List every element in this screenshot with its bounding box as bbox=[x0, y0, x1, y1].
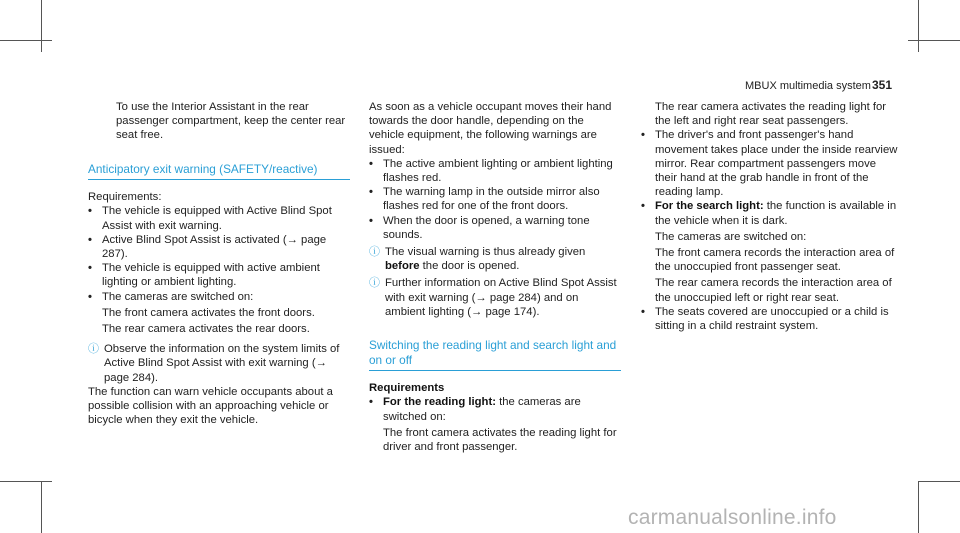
intro-paragraph: As soon as a vehicle occupant moves their hand towards the door handle, depending on the vehicle equipment, the following warnings are issued: bbox=[369, 101, 612, 156]
list-item-part: the function is available in the vehicle when it is dark. bbox=[655, 200, 897, 227]
requirements-list bbox=[369, 395, 621, 454]
list-item-text: • The vehicle is equipped with active ambient lighting or ambient lighting. bbox=[102, 262, 320, 289]
list-item-bold: For the reading light: bbox=[383, 396, 496, 409]
crop-mark bbox=[918, 481, 960, 482]
list-item bbox=[369, 214, 621, 242]
list-item-text: • The vehicle is equipped with Active Blind Spot Assist with exit warning. bbox=[102, 205, 332, 232]
list-item-part: the cameras are switched on: bbox=[383, 396, 581, 423]
note-text: Observe the information on the system limits of Active Blind Spot Assist with exit warning (→ page 284). bbox=[104, 343, 340, 384]
list-item-text bbox=[383, 395, 621, 423]
section-heading: Anticipatory exit warning (SAFETY/reactive) bbox=[88, 162, 350, 181]
list-item bbox=[88, 290, 350, 337]
list-item-subtext: The rear camera records the interaction area of the unoccupied left or right rear seat. bbox=[655, 277, 892, 304]
list-item bbox=[641, 199, 899, 304]
requirements-label: Requirements: bbox=[88, 191, 162, 204]
list-item bbox=[369, 185, 621, 213]
list-item bbox=[88, 261, 350, 289]
crop-mark bbox=[0, 40, 52, 41]
list-item-text: • The cameras are switched on: bbox=[102, 290, 254, 303]
running-header-title: MBUX multimedia system bbox=[745, 80, 871, 92]
list-item-subtext: The front camera activates the front doors. bbox=[102, 306, 315, 319]
note bbox=[369, 276, 621, 319]
list-item bbox=[88, 233, 350, 261]
crop-mark bbox=[41, 0, 42, 52]
list-item bbox=[641, 305, 899, 333]
list-item-subtext: The front camera records the interaction area of the unoccupied front passenger seat. bbox=[655, 247, 895, 274]
list-item-text: • The seats covered are unoccupied or a child is sitting in a child restraint system. bbox=[655, 305, 889, 333]
info-icon: ⓘ bbox=[369, 246, 380, 259]
list-item-text: • The driver's and front passenger's hand movement takes place under the inside rearview mirror. Rear compartment passengers move their hand at the grab handle in front of the reading lamp. bbox=[655, 129, 898, 199]
content-list bbox=[641, 128, 899, 333]
section-heading: Switching the reading light and search light and on or off bbox=[369, 338, 621, 371]
list-item-text: • The active ambient lighting or ambient lighting flashes red. bbox=[383, 157, 613, 185]
list-item-text: • When the door is opened, a warning tone sounds. bbox=[383, 214, 590, 241]
crop-mark bbox=[908, 40, 960, 41]
crop-mark bbox=[918, 481, 919, 533]
watermark: carmanualsonline.info bbox=[628, 506, 837, 529]
intro-paragraph: The rear camera activates the reading light for the left and right rear seat passengers. bbox=[655, 101, 887, 128]
list-item-subtext: The cameras are switched on: bbox=[655, 230, 807, 243]
info-icon: ⓘ bbox=[88, 343, 99, 356]
requirements-label: Requirements bbox=[369, 382, 445, 395]
note-text-part: the door is opened. bbox=[422, 260, 520, 273]
note-text-part: The visual warning is thus already given bbox=[385, 246, 586, 259]
note-text: Further information on Active Blind Spot Assist with exit warning (→ page 284) and on ambient lighting (→ page 174). bbox=[385, 277, 617, 318]
body-paragraph: The function can warn vehicle occupants about a possible collision with an approaching vehicle or bicycle when they exit the vehicle. bbox=[88, 385, 333, 427]
crop-mark bbox=[0, 481, 52, 482]
text-column-1 bbox=[88, 100, 350, 427]
list-item bbox=[88, 204, 350, 232]
list-item-subtext: The rear camera activates the rear doors. bbox=[102, 323, 310, 336]
text-column-2 bbox=[369, 100, 621, 454]
intro-paragraph: To use the Interior Assistant in the rear passenger compartment, keep the center rear seat free. bbox=[116, 101, 346, 142]
note bbox=[88, 342, 350, 385]
list-item bbox=[369, 157, 621, 185]
list-item-text: • The warning lamp in the outside mirror also flashes red for one of the front doors. bbox=[383, 186, 600, 213]
note-text bbox=[385, 245, 621, 273]
info-icon: ⓘ bbox=[369, 277, 380, 290]
list-item bbox=[369, 395, 621, 454]
list-item bbox=[641, 128, 899, 199]
list-item-text bbox=[655, 199, 899, 227]
list-item-text: • Active Blind Spot Assist is activated (→ page 287). bbox=[102, 233, 327, 261]
list-item-subtext: The front camera activates the reading light for driver and front passenger. bbox=[383, 426, 617, 454]
list-item-bold: For the search light: bbox=[655, 200, 764, 213]
crop-mark bbox=[918, 0, 919, 52]
requirements-list bbox=[88, 204, 350, 336]
note bbox=[369, 245, 621, 273]
warnings-list bbox=[369, 157, 621, 242]
note-text-bold: before bbox=[385, 260, 420, 273]
crop-mark bbox=[41, 481, 42, 533]
text-column-3 bbox=[641, 100, 899, 333]
page-number: 351 bbox=[872, 78, 893, 92]
